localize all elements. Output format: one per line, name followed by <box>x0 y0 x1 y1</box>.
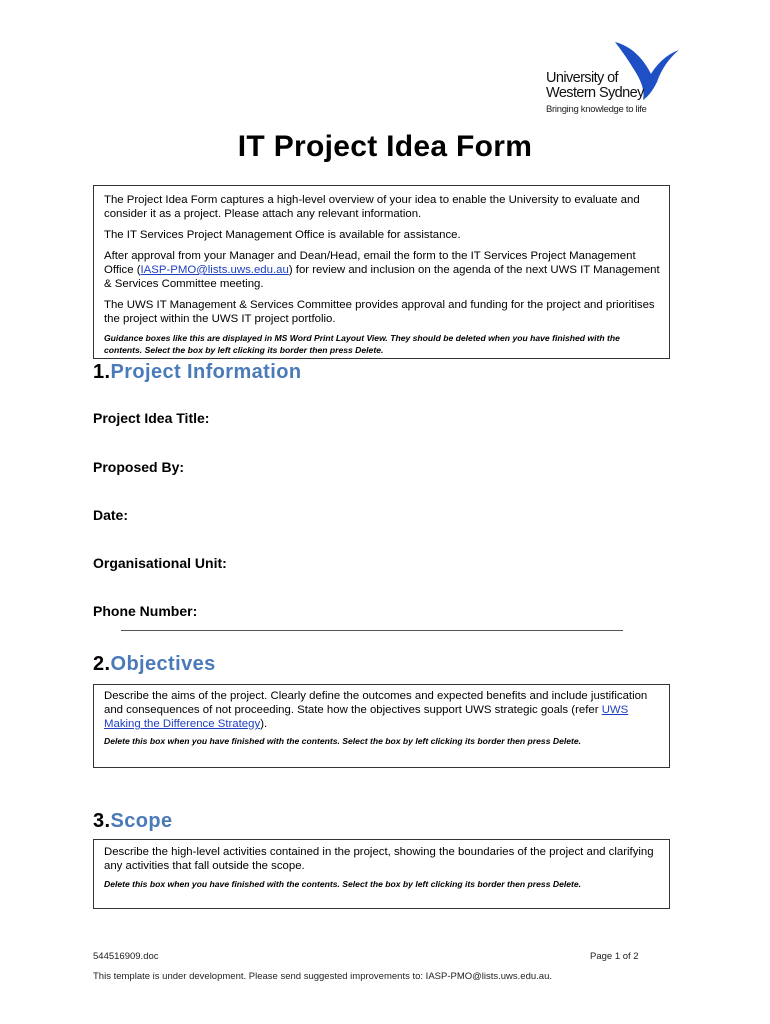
objectives-text-before: Describe the aims of the project. Clearly define the outcomes and expected benefits and include justification and consequences of not proceeding. State how the objectives support UWS strategic goals (refer <box>104 690 648 716</box>
objectives-guidance-note: Delete this box when you have finished with the contents. Select the box by left clicking its border then press Delete. <box>104 736 582 746</box>
section-1-heading <box>93 361 301 384</box>
footer-filename: 544516909.doc <box>93 951 159 962</box>
section-2-heading <box>93 653 216 676</box>
section-divider <box>121 630 623 631</box>
footer-page-number: Page 1 of 2 <box>590 951 639 962</box>
intro-paragraph-1: The Project Idea Form captures a high-level overview of your idea to enable the University to evaluate and consider it as a project. Please attach any relevant information. <box>104 194 640 220</box>
section-3-number: 3. <box>93 810 111 832</box>
scope-guidance-box[interactable] <box>93 839 670 909</box>
pmo-email-link[interactable]: IASP-PMO@lists.uws.edu.au <box>140 264 289 276</box>
objectives-text <box>104 689 660 731</box>
page-title: IT Project Idea Form <box>237 130 533 163</box>
objectives-guidance-box[interactable] <box>93 684 670 768</box>
intro-guidance-note: Guidance boxes like this are displayed in MS Word Print Layout View. They should be deleted when you have finished with the contents. Select the box by left clicking its border then press Delete. <box>104 333 620 355</box>
intro-guidance-box[interactable] <box>93 185 670 359</box>
phone-number-label: Phone Number: <box>93 603 198 619</box>
logo-line-2: Western Sydney <box>546 85 644 101</box>
intro-paragraph-4: The UWS IT Management & Services Committee provides approval and funding for the project and prioritises the project within the UWS IT project portfolio. <box>104 299 655 325</box>
section-1-title: Project Information <box>110 361 302 383</box>
intro-p3-after: ) for review and inclusion on the agenda of the next UWS IT Management & Services Committee meeting. <box>104 264 660 290</box>
footer-note: This template is under development. Please send suggested improvements to: IASP-PMO@lists.uws.edu.au. <box>93 971 553 982</box>
strategy-link[interactable]: UWS Making the Difference Strategy <box>104 704 629 730</box>
proposed-by-label: Proposed By: <box>93 459 185 475</box>
section-1-number: 1. <box>93 361 111 383</box>
date-label: Date: <box>93 507 129 523</box>
scope-text: Describe the high-level activities contained in the project, showing the boundaries of the project and clarifying any activities that fall outside the scope. <box>104 846 654 872</box>
section-2-title: Objectives <box>110 653 216 675</box>
intro-paragraph-3 <box>104 249 660 291</box>
logo-line-1: University of <box>546 70 618 86</box>
intro-paragraph-2: The IT Services Project Management Office is available for assistance. <box>104 229 461 241</box>
section-3-title: Scope <box>110 810 173 832</box>
logo-tagline: Bringing knowledge to life <box>546 104 647 115</box>
intro-p3-before: After approval from your Manager and Dean/Head, email the form to the IT Services Project Management Office ( <box>104 250 636 276</box>
section-3-heading <box>93 810 173 833</box>
objectives-text-after: ). <box>260 718 268 730</box>
section-2-number: 2. <box>93 653 111 675</box>
project-idea-title-label: Project Idea Title: <box>93 410 210 426</box>
university-logo <box>543 40 683 120</box>
scope-guidance-note: Delete this box when you have finished with the contents. Select the box by left clicking its border then press Delete. <box>104 879 582 889</box>
organisational-unit-label: Organisational Unit: <box>93 555 227 571</box>
